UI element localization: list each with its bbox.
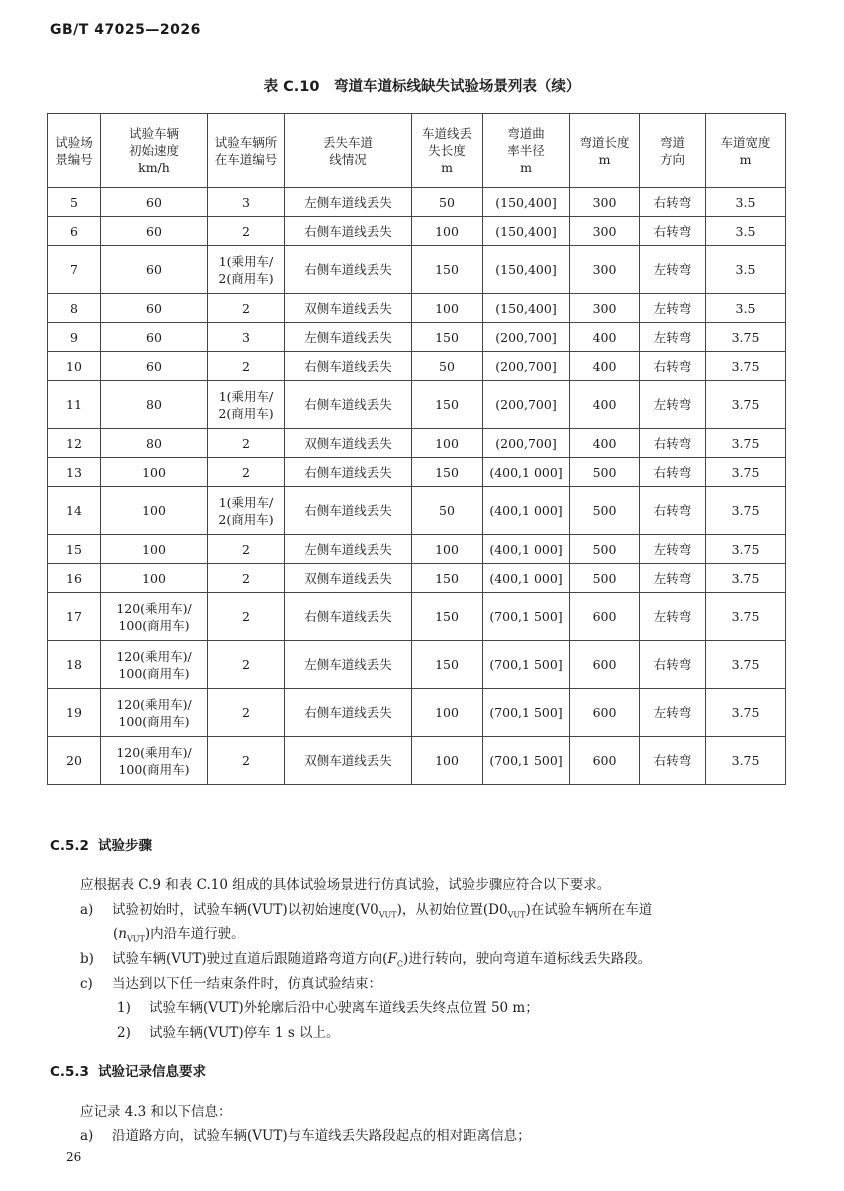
header-line: 车道线丢 bbox=[421, 126, 472, 141]
cell-line: 60 bbox=[146, 262, 162, 277]
table-cell: 6 bbox=[48, 217, 101, 246]
table-cell: 3.5 bbox=[706, 246, 786, 294]
list-marker: 1) bbox=[117, 1000, 131, 1016]
table-cell: 双侧车道线丢失 bbox=[285, 294, 412, 323]
table-cell: 100 bbox=[412, 689, 483, 737]
table-cell bbox=[101, 352, 208, 381]
header-line: 初始速度 bbox=[128, 143, 179, 158]
table-row bbox=[48, 381, 786, 429]
list-item-c1 bbox=[117, 996, 539, 1016]
table-cell: 左转弯 bbox=[640, 689, 706, 737]
table-cell: 17 bbox=[48, 593, 101, 641]
variable: F bbox=[387, 951, 397, 967]
standard-number: GB/T 47025—2026 bbox=[50, 22, 201, 38]
table-cell: 右转弯 bbox=[640, 641, 706, 689]
cell-line: 2 bbox=[242, 464, 250, 480]
table-cell: (400,1 000] bbox=[483, 458, 570, 487]
table-cell: (150,400] bbox=[483, 188, 570, 217]
table-cell: 3.75 bbox=[706, 564, 786, 593]
table-cell: 150 bbox=[412, 593, 483, 641]
table-cell: 150 bbox=[412, 381, 483, 429]
cell-line: 80 bbox=[146, 435, 162, 451]
cell-line: 2 bbox=[242, 609, 250, 624]
cell-line: 100(商用车) bbox=[118, 713, 190, 729]
table-cell bbox=[208, 564, 285, 593]
table-row bbox=[48, 593, 786, 641]
table-body bbox=[48, 188, 786, 785]
table-cell: 右转弯 bbox=[640, 188, 706, 217]
table-cell bbox=[208, 246, 285, 294]
table-cell: 150 bbox=[412, 246, 483, 294]
table-cell: 右侧车道线丢失 bbox=[285, 352, 412, 381]
header-line: m bbox=[739, 151, 752, 167]
cell-line: 2 bbox=[242, 705, 250, 720]
table-cell: 100 bbox=[412, 294, 483, 323]
table-header bbox=[48, 114, 786, 188]
table-cell: 13 bbox=[48, 458, 101, 487]
table-cell: 9 bbox=[48, 323, 101, 352]
cell-line: 100(商用车) bbox=[118, 761, 190, 777]
table-cell: 150 bbox=[412, 323, 483, 352]
column-header bbox=[706, 114, 786, 188]
page-number: 26 bbox=[66, 1150, 82, 1164]
table-cell bbox=[101, 429, 208, 458]
list-item-a bbox=[80, 1124, 531, 1144]
header-line: 试验场 bbox=[55, 134, 93, 150]
text-run: 试验车辆(VUT)驶过直道后跟随道路弯道方向( bbox=[112, 951, 388, 967]
table-cell bbox=[101, 593, 208, 641]
list-marker: c) bbox=[80, 976, 93, 992]
table-cell: 100 bbox=[412, 737, 483, 785]
section-number: C.5.3 bbox=[50, 1064, 89, 1080]
text-run: ( bbox=[113, 926, 119, 942]
table-cell: 16 bbox=[48, 564, 101, 593]
table-row bbox=[48, 737, 786, 785]
cell-line: 60 bbox=[146, 329, 162, 345]
table-cell bbox=[101, 458, 208, 487]
table-cell: (700,1 500] bbox=[483, 689, 570, 737]
table-cell bbox=[208, 217, 285, 246]
variable: n bbox=[118, 926, 127, 942]
cell-line: 2 bbox=[242, 300, 250, 316]
table-cell: 右侧车道线丢失 bbox=[285, 381, 412, 429]
section-number: C.5.2 bbox=[50, 838, 89, 854]
table-cell: (150,400] bbox=[483, 246, 570, 294]
table-cell: 50 bbox=[412, 188, 483, 217]
table-cell: 右侧车道线丢失 bbox=[285, 487, 412, 535]
table-cell: (200,700] bbox=[483, 352, 570, 381]
table-cell: 3.75 bbox=[706, 458, 786, 487]
table-cell: 150 bbox=[412, 564, 483, 593]
cell-line: 60 bbox=[146, 223, 162, 239]
table-cell bbox=[101, 689, 208, 737]
section-title: 试验记录信息要求 bbox=[98, 1064, 206, 1080]
table-cell: (150,400] bbox=[483, 294, 570, 323]
text-run: )进行转向，驶向弯道车道标线丢失路段。 bbox=[402, 951, 652, 967]
table-cell: 右侧车道线丢失 bbox=[285, 593, 412, 641]
column-header bbox=[48, 114, 101, 188]
table-cell bbox=[208, 487, 285, 535]
table-cell: 600 bbox=[570, 593, 640, 641]
table-cell: 左转弯 bbox=[640, 323, 706, 352]
table-cell: 500 bbox=[570, 487, 640, 535]
table-cell: 400 bbox=[570, 323, 640, 352]
cell-line: 100(商用车) bbox=[118, 617, 190, 633]
table-cell: 3.75 bbox=[706, 323, 786, 352]
cell-line: 2 bbox=[242, 541, 250, 557]
table-cell: 右转弯 bbox=[640, 458, 706, 487]
header-line: 率半径 bbox=[507, 143, 545, 158]
cell-line: 2(商用车) bbox=[218, 270, 274, 286]
text-run: )内沿车道行驶。 bbox=[144, 926, 245, 942]
cell-line: 2 bbox=[242, 657, 250, 672]
table-cell: (400,1 000] bbox=[483, 487, 570, 535]
section-title: 试验步骤 bbox=[98, 838, 152, 854]
text-run: 试验初始时，试验车辆(VUT)以初始速度(V0 bbox=[112, 902, 379, 918]
table-cell bbox=[208, 352, 285, 381]
cell-line: 100 bbox=[142, 570, 166, 586]
table-cell: 50 bbox=[412, 352, 483, 381]
table-row bbox=[48, 246, 786, 294]
table-cell: 3.75 bbox=[706, 593, 786, 641]
cell-line: 2 bbox=[242, 753, 250, 768]
table-cell: 20 bbox=[48, 737, 101, 785]
paragraph-intro: 应根据表 C.9 和表 C.10 组成的具体试验场景进行仿真试验，试验步骤应符合以下要求。 bbox=[80, 877, 611, 893]
cell-line: 120(乘用车)/ bbox=[116, 696, 192, 712]
table-cell: 400 bbox=[570, 352, 640, 381]
table-cell: 10 bbox=[48, 352, 101, 381]
text-run: 当达到以下任一结束条件时，仿真试验结束： bbox=[112, 976, 382, 992]
cell-line: 100 bbox=[142, 541, 166, 557]
table-cell: (700,1 500] bbox=[483, 641, 570, 689]
header-line: 景编号 bbox=[55, 151, 93, 167]
table-cell: 400 bbox=[570, 381, 640, 429]
table-cell bbox=[208, 429, 285, 458]
table-cell: 左转弯 bbox=[640, 564, 706, 593]
cell-line: 1(乘用车/ bbox=[218, 494, 274, 510]
table-cell bbox=[101, 323, 208, 352]
table-cell: 左转弯 bbox=[640, 535, 706, 564]
header-line: 在车道编号 bbox=[214, 151, 278, 167]
table-cell: 3.75 bbox=[706, 689, 786, 737]
cell-line: 60 bbox=[146, 194, 162, 210]
table-cell: 14 bbox=[48, 487, 101, 535]
table-row bbox=[48, 535, 786, 564]
table-cell bbox=[208, 593, 285, 641]
table-row bbox=[48, 217, 786, 246]
cell-line: 100 bbox=[142, 464, 166, 480]
cell-line: 100(商用车) bbox=[118, 665, 190, 681]
table-cell: 300 bbox=[570, 246, 640, 294]
table-cell: 3.75 bbox=[706, 429, 786, 458]
cell-line: 2 bbox=[242, 358, 250, 374]
table-cell: (400,1 000] bbox=[483, 535, 570, 564]
table-cell: 双侧车道线丢失 bbox=[285, 737, 412, 785]
table-cell: 150 bbox=[412, 458, 483, 487]
cell-line: 3 bbox=[242, 329, 250, 345]
table-caption: 表 C.10 弯道车道标线缺失试验场景列表（续） bbox=[263, 79, 581, 95]
table-cell bbox=[208, 458, 285, 487]
table-cell: 左转弯 bbox=[640, 246, 706, 294]
header-line: 车道宽度 bbox=[720, 134, 771, 150]
table-cell: 500 bbox=[570, 564, 640, 593]
table-cell bbox=[101, 487, 208, 535]
table-cell: 600 bbox=[570, 737, 640, 785]
list-marker: a) bbox=[80, 902, 94, 918]
table-cell: 5 bbox=[48, 188, 101, 217]
table-cell: 500 bbox=[570, 535, 640, 564]
table-cell bbox=[208, 188, 285, 217]
table-row bbox=[48, 352, 786, 381]
table-cell: (200,700] bbox=[483, 323, 570, 352]
list-marker: 2) bbox=[117, 1025, 131, 1041]
header-line: 弯道长度 bbox=[579, 134, 630, 150]
table-cell: 左转弯 bbox=[640, 294, 706, 323]
table-row bbox=[48, 487, 786, 535]
table-cell bbox=[208, 381, 285, 429]
table-cell: 11 bbox=[48, 381, 101, 429]
cell-line: 80 bbox=[146, 397, 162, 412]
table-cell: 左侧车道线丢失 bbox=[285, 641, 412, 689]
column-header bbox=[101, 114, 208, 188]
table-cell: 19 bbox=[48, 689, 101, 737]
text-run: 沿道路方向，试验车辆(VUT)与车道线丢失路段起点的相对距离信息； bbox=[112, 1128, 531, 1144]
header-line: km/h bbox=[138, 160, 170, 175]
table-cell: 右侧车道线丢失 bbox=[285, 217, 412, 246]
header-line: m bbox=[598, 151, 611, 167]
table-cell bbox=[101, 737, 208, 785]
subscript: VUT bbox=[126, 934, 145, 944]
cell-line: 1(乘用车/ bbox=[218, 388, 274, 404]
paragraph-intro: 应记录 4.3 和以下信息： bbox=[80, 1104, 232, 1120]
cell-line: 120(乘用车)/ bbox=[116, 648, 192, 664]
table-row bbox=[48, 564, 786, 593]
table-cell: 18 bbox=[48, 641, 101, 689]
list-item-a bbox=[80, 898, 652, 920]
table-cell bbox=[101, 564, 208, 593]
header-line: 试验车辆 bbox=[128, 126, 179, 141]
column-header bbox=[412, 114, 483, 188]
table-cell: 双侧车道线丢失 bbox=[285, 429, 412, 458]
cell-line: 100 bbox=[142, 503, 166, 518]
table-cell: 3.75 bbox=[706, 737, 786, 785]
table-cell: 右侧车道线丢失 bbox=[285, 689, 412, 737]
scenario-table bbox=[47, 113, 786, 785]
table-cell: 100 bbox=[412, 217, 483, 246]
list-item-c2 bbox=[117, 1021, 340, 1041]
table-cell: (700,1 500] bbox=[483, 737, 570, 785]
table-cell bbox=[208, 641, 285, 689]
table-cell: 100 bbox=[412, 429, 483, 458]
table-cell: 右侧车道线丢失 bbox=[285, 246, 412, 294]
table-cell: 左侧车道线丢失 bbox=[285, 535, 412, 564]
cell-line: 1(乘用车/ bbox=[218, 253, 274, 269]
header-line: m bbox=[520, 160, 532, 175]
list-item-b bbox=[80, 947, 651, 969]
subscript: C bbox=[396, 959, 403, 969]
cell-line: 2 bbox=[242, 570, 250, 586]
table-cell: 右转弯 bbox=[640, 429, 706, 458]
section-heading-c52 bbox=[50, 834, 152, 854]
cell-line: 120(乘用车)/ bbox=[116, 600, 192, 616]
table-cell: 3.75 bbox=[706, 487, 786, 535]
table-cell: (200,700] bbox=[483, 429, 570, 458]
table-cell: 500 bbox=[570, 458, 640, 487]
text-run: )在试验车辆所在车道 bbox=[525, 902, 653, 918]
table-cell bbox=[101, 188, 208, 217]
table-cell: (700,1 500] bbox=[483, 593, 570, 641]
table-cell: 3.5 bbox=[706, 188, 786, 217]
table-cell: 左转弯 bbox=[640, 593, 706, 641]
table-cell: 右转弯 bbox=[640, 217, 706, 246]
list-marker: b) bbox=[80, 951, 94, 967]
table-cell bbox=[101, 641, 208, 689]
subscript: VUT bbox=[507, 910, 526, 920]
text-run: 试验车辆(VUT)停车 1 s 以上。 bbox=[149, 1025, 340, 1041]
cell-line: 2 bbox=[242, 435, 250, 451]
table-row bbox=[48, 294, 786, 323]
table-cell: 右侧车道线丢失 bbox=[285, 458, 412, 487]
table-cell: (400,1 000] bbox=[483, 564, 570, 593]
cell-line: 60 bbox=[146, 358, 162, 374]
table-row bbox=[48, 429, 786, 458]
table-cell bbox=[101, 246, 208, 294]
table-cell bbox=[208, 323, 285, 352]
table-cell: 右转弯 bbox=[640, 737, 706, 785]
table-cell: 3.75 bbox=[706, 535, 786, 564]
list-item-a-continuation bbox=[113, 922, 245, 944]
table-cell: 左侧车道线丢失 bbox=[285, 323, 412, 352]
subscript: VUT bbox=[378, 910, 397, 920]
column-header bbox=[640, 114, 706, 188]
column-header bbox=[483, 114, 570, 188]
table-cell: 300 bbox=[570, 294, 640, 323]
table-cell bbox=[101, 294, 208, 323]
table-cell: 左侧车道线丢失 bbox=[285, 188, 412, 217]
cell-line: 120(乘用车)/ bbox=[116, 744, 192, 760]
table-cell: 600 bbox=[570, 641, 640, 689]
table-cell: 3.5 bbox=[706, 217, 786, 246]
cell-line: 2(商用车) bbox=[218, 405, 274, 421]
table-cell bbox=[208, 737, 285, 785]
table-row bbox=[48, 323, 786, 352]
table-row bbox=[48, 689, 786, 737]
table-cell: 3.75 bbox=[706, 641, 786, 689]
cell-line: 2 bbox=[242, 223, 250, 239]
table-cell: 右转弯 bbox=[640, 352, 706, 381]
header-line: m bbox=[441, 160, 453, 175]
column-header bbox=[208, 114, 285, 188]
table-cell: 3.5 bbox=[706, 294, 786, 323]
table-cell: 12 bbox=[48, 429, 101, 458]
list-item-c bbox=[80, 972, 382, 992]
table-cell bbox=[208, 294, 285, 323]
table-cell: 3.75 bbox=[706, 352, 786, 381]
header-line: 丢失车道 bbox=[322, 134, 373, 150]
table-cell: 150 bbox=[412, 641, 483, 689]
table-row bbox=[48, 458, 786, 487]
header-line: 弯道 bbox=[659, 134, 685, 150]
table-cell bbox=[208, 535, 285, 564]
header-line: 方向 bbox=[659, 151, 685, 167]
table-cell bbox=[101, 381, 208, 429]
table-cell: 15 bbox=[48, 535, 101, 564]
list-marker: a) bbox=[80, 1128, 94, 1144]
table-cell bbox=[208, 689, 285, 737]
table-cell: 7 bbox=[48, 246, 101, 294]
section-heading-c53 bbox=[50, 1060, 206, 1080]
table-cell: 400 bbox=[570, 429, 640, 458]
text-run: 试验车辆(VUT)外轮廓后沿中心驶离车道线丢失终点位置 50 m； bbox=[149, 1000, 539, 1016]
table-cell: 300 bbox=[570, 188, 640, 217]
header-line: 失长度 bbox=[428, 143, 466, 158]
table-cell: 左转弯 bbox=[640, 381, 706, 429]
table-cell: 双侧车道线丢失 bbox=[285, 564, 412, 593]
table-cell: 8 bbox=[48, 294, 101, 323]
table-cell: (200,700] bbox=[483, 381, 570, 429]
table-row bbox=[48, 188, 786, 217]
table-cell: 300 bbox=[570, 217, 640, 246]
text-run: )，从初始位置(D0 bbox=[396, 902, 508, 918]
cell-line: 3 bbox=[242, 194, 250, 210]
table-cell: 100 bbox=[412, 535, 483, 564]
cell-line: 60 bbox=[146, 300, 162, 316]
table-cell: 右转弯 bbox=[640, 487, 706, 535]
table-cell bbox=[101, 535, 208, 564]
table-cell: (150,400] bbox=[483, 217, 570, 246]
table-cell: 600 bbox=[570, 689, 640, 737]
header-line: 试验车辆所 bbox=[214, 134, 278, 150]
table-row bbox=[48, 641, 786, 689]
column-header bbox=[570, 114, 640, 188]
header-line: 线情况 bbox=[329, 151, 367, 167]
table-cell: 50 bbox=[412, 487, 483, 535]
cell-line: 2(商用车) bbox=[218, 511, 274, 527]
table-cell bbox=[101, 217, 208, 246]
table-cell: 3.75 bbox=[706, 381, 786, 429]
header-line: 弯道曲 bbox=[507, 126, 545, 141]
column-header bbox=[285, 114, 412, 188]
